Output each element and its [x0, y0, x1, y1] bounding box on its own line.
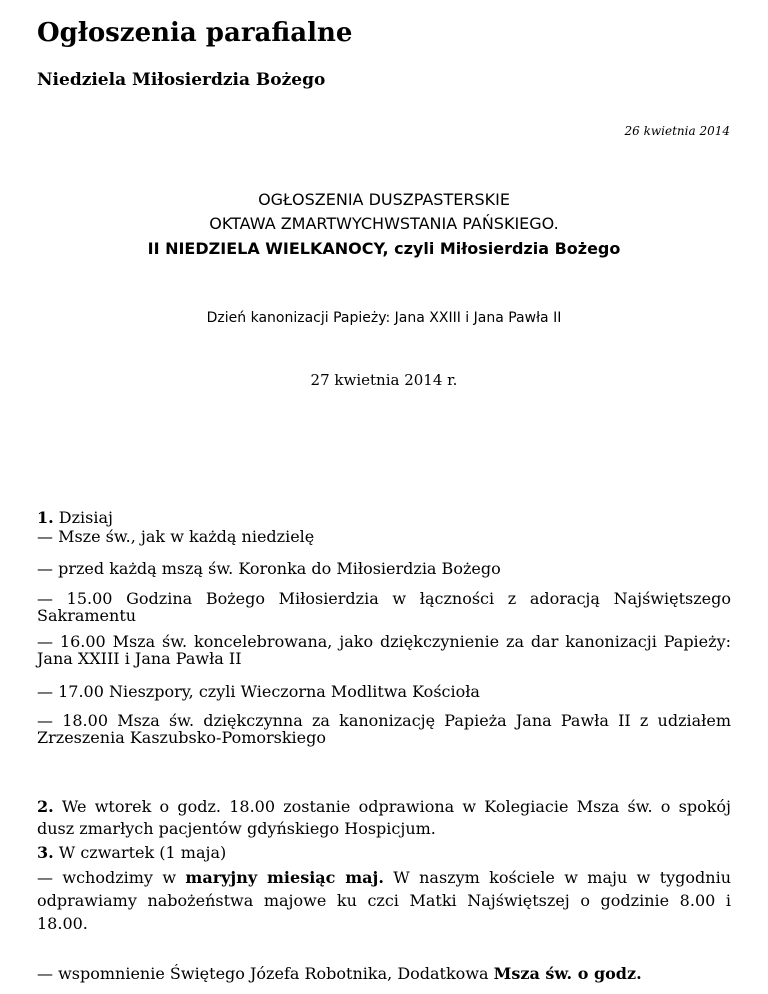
item-3-number: 3. [37, 843, 54, 862]
canonization-line: Dzień kanonizacji Papieży: Jana XXIII i Jana Pawła II [206, 310, 562, 326]
heading-line-2: OKTAWA ZMARTWYCHWSTANIA PAŃSKIEGO. [209, 214, 559, 233]
item-1-number: 1. [37, 508, 54, 527]
item-1-line-1: — Msze św., jak w każdą niedzielę [37, 527, 315, 546]
item-3-line-1-pre: — wchodzimy w [37, 868, 186, 887]
item-2-text: We wtorek o godz. 18.00 zostanie odprawiona w Kolegiacie Msza św. o spokój dusz zmarłych pacjentów gdyńskiego Hospicjum. [37, 797, 731, 838]
item-1-line-6: — 18.00 Msza św. dziękczynna za kanonizację Papieża Jana Pawła II z udziałem Zrzeszenia Kaszubsko-Pomorskiego [37, 711, 731, 747]
item-1-header [37, 508, 731, 527]
heading-line-1: OGŁOSZENIA DUSZPASTERSKIE [258, 190, 510, 209]
item-1-line-2: — przed każdą mszą św. Koronka do Miłosierdzia Bożego [37, 559, 501, 578]
item-3-line-1-bold: maryjny miesiąc maj. [185, 868, 384, 887]
item-3-line-2-pre: — wspomnienie Świętego Józefa Robotnika, Dodatkowa [37, 964, 494, 983]
page-subtitle: Niedziela Miłosierdzia Bożego [37, 70, 326, 90]
heading-line-3: II NIEDZIELA WIELKANOCY, czyli Miłosierdzia Bożego [147, 239, 621, 258]
item-1-line-3: — 15.00 Godzina Bożego Miłosierdzia w łączności z adoracją Najświętszego Sakramentu [37, 589, 731, 625]
item-2 [37, 796, 731, 840]
item-1-line-5: — 17.00 Nieszpory, czyli Wieczorna Modlitwa Kościoła [37, 682, 480, 701]
item-2-number: 2. [37, 797, 54, 816]
item-1-line-4: — 16.00 Msza św. koncelebrowana, jako dziękczynienie za dar kanonizacji Papieży: Jana XXIII i Jana Pawła II [37, 632, 731, 668]
announcement-date: 27 kwietnia 2014 r. [310, 371, 458, 389]
item-3-line-1 [37, 866, 731, 935]
page-title: Ogłoszenia parafialne [37, 18, 353, 48]
item-3-header [37, 843, 731, 862]
item-3-line-2 [37, 964, 731, 983]
item-1-text: Dzisiaj [53, 508, 113, 527]
publish-date: 26 kwietnia 2014 [624, 124, 730, 138]
item-3-text: W czwartek (1 maja) [53, 843, 227, 862]
item-3-line-2-bold: Msza św. o godz. [493, 964, 642, 983]
item-3-line-1-post: W naszym kościele w maju w tygodniu odprawiamy nabożeństwa majowe ku czci Matki Najświętszej o godzinie 8.00 i 18.00. [37, 868, 732, 933]
